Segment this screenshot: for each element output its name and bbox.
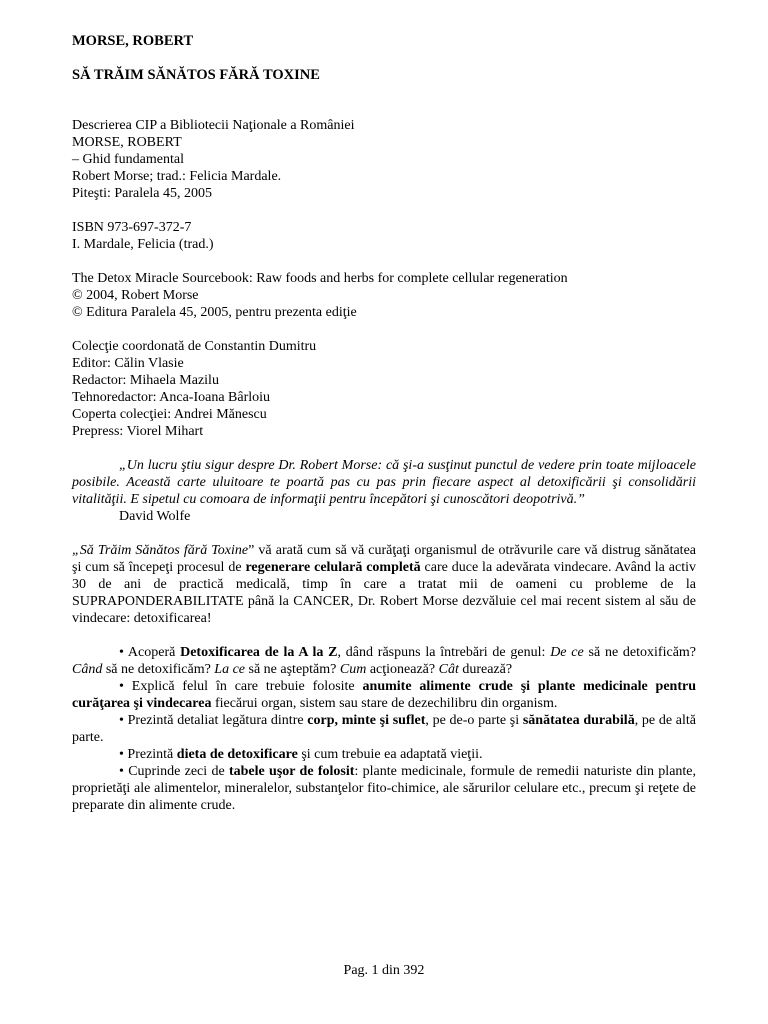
bold-phrase: sănătatea durabilă: [522, 713, 635, 728]
rights-block: [72, 270, 696, 321]
italic-word: De ce: [550, 645, 584, 660]
text-run: , dând răspuns la întrebări de genul:: [337, 645, 551, 660]
text-run: • Explică felul în care trebuie folosite: [119, 679, 363, 694]
cip-line: – Ghid fundamental: [72, 152, 184, 167]
original-title: The Detox Miracle Sourcebook: Raw foods and herbs for complete cellular regeneration: [72, 271, 568, 286]
book-title-italic: „Să Trăim Sănătos fără Toxine: [72, 543, 249, 558]
text-run: care duce la adevărata vindecare. Având la activ 30 de ani de practică medicală, timp în care a tratat mii de oameni cu probleme de la SUPRAPONDERABILITATE până la CANCER, Dr. Robert Morse dezvăluie cel mai recent sistem al său de vindecare: detoxificarea!: [72, 560, 696, 626]
text-run: durează?: [458, 662, 513, 677]
text-run: • Cuprinde zeci de: [119, 764, 229, 779]
list-item: [72, 712, 696, 746]
text-run: • Prezintă detaliat legătura dintre: [119, 713, 308, 728]
text-run: ” vă arată cum să vă curăţaţi organismul de otrăvurile care vă distrug sănătatea şi cum să începeţi procesul de: [72, 543, 696, 575]
bold-phrase: corp, minte şi suflet: [307, 713, 426, 728]
list-item: [72, 746, 696, 763]
cip-line: Descrierea CIP a Bibliotecii Naţionale a României: [72, 118, 355, 133]
translator-line: I. Mardale, Felicia (trad.): [72, 237, 214, 252]
credit-line: Redactor: Mihaela Mazilu: [72, 373, 219, 388]
credit-line: Coperta colecţiei: Andrei Mănescu: [72, 407, 267, 422]
list-item: [72, 644, 696, 678]
description-paragraph: [72, 542, 696, 627]
bold-phrase: tabele uşor de folosit: [228, 764, 355, 779]
cip-block: [72, 117, 696, 253]
cip-line: Piteşti: Paralela 45, 2005: [72, 186, 212, 201]
testimonial-author: David Wolfe: [119, 509, 191, 524]
credit-line: Prepress: Viorel Mihart: [72, 424, 204, 439]
credit-line: Colecţie coordonată de Constantin Dumitru: [72, 339, 317, 354]
text-run: să ne aşteptăm?: [245, 662, 340, 677]
isbn: ISBN 973-697-372-7: [72, 220, 192, 235]
italic-word: Când: [72, 662, 103, 677]
text-run: , pe de-o parte şi: [425, 713, 523, 728]
list-item: [72, 678, 696, 712]
credit-line: Tehnoredactor: Anca-Ioana Bârloiu: [72, 390, 271, 405]
text-run: acţionează?: [366, 662, 439, 677]
copyright-line: © 2004, Robert Morse: [72, 288, 199, 303]
text-run: • Prezintă: [119, 747, 177, 762]
text-run: să ne detoxificăm?: [583, 645, 697, 660]
italic-word: La ce: [214, 662, 246, 677]
text-run: • Acoperă: [119, 645, 181, 660]
text-run: şi cum trebuie ea adaptată vieţii.: [297, 747, 483, 762]
italic-word: Cum: [339, 662, 367, 677]
text-run: : plante medicinale, formule de remedii naturiste din plante, proprietăţi ale alimentelor, mineralelor, substanţelor fito-chimice, ale sărurilor celulare etc., precum şi reţete de preparate din alimente crude.: [72, 764, 697, 813]
bold-phrase: anumite alimente crude şi plante medicinale pentru curăţarea şi vindecarea: [72, 679, 697, 711]
credits-block: [72, 338, 696, 440]
author-heading: MORSE, ROBERT: [72, 33, 194, 49]
bold-phrase: Detoxificarea de la A la Z: [180, 645, 338, 660]
feature-list: [72, 644, 696, 814]
copyright-line: © Editura Paralela 45, 2005, pentru prezenta ediţie: [72, 305, 357, 320]
testimonial-quote: „Un lucru ştiu sigur despre Dr. Robert Morse: că şi-a susţinut punctul de vedere prin toate mijloacele posibile. Această carte uluitoare te poartă pas cu pas prin fiecare aspect al detoxificării şi consolidării vitalităţii. E sipetul cu comoara de informaţii pentru începători şi cunoscători deopotrivă.”: [72, 458, 696, 507]
book-title: SĂ TRĂIM SĂNĂTOS FĂRĂ TOXINE: [72, 67, 320, 83]
cip-line: MORSE, ROBERT: [72, 135, 182, 150]
italic-word: Cât: [438, 662, 459, 677]
text-run: să ne detoxificăm?: [102, 662, 215, 677]
text-run: fiecărui organ, sistem sau stare de dezechilibru din organism.: [211, 696, 558, 711]
list-item: [72, 763, 696, 814]
bold-phrase: dieta de detoxificare: [176, 747, 298, 762]
credit-line: Editor: Călin Vlasie: [72, 356, 184, 371]
document-page: [72, 33, 696, 814]
bold-phrase: regenerare celulară completă: [245, 560, 421, 575]
page-number: Pag. 1 din 392: [343, 963, 425, 978]
cip-line: Robert Morse; trad.: Felicia Mardale.: [72, 169, 282, 184]
text-run: , pe de altă parte.: [72, 713, 696, 745]
